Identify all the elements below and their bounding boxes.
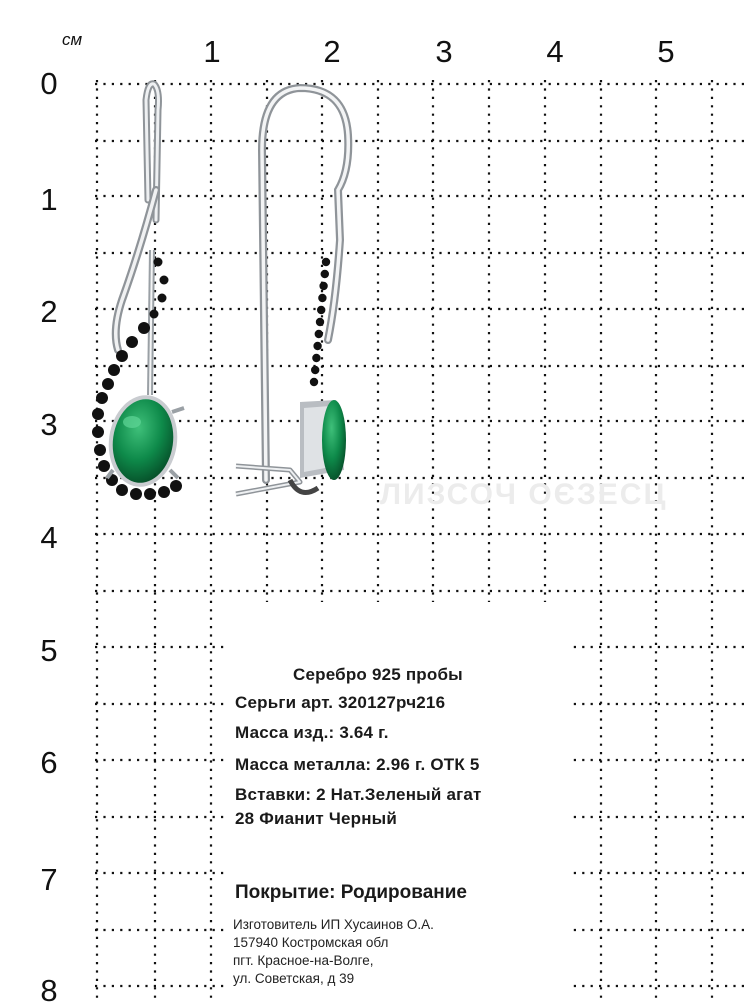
address-line: 157940 Костромская обл [233,935,389,950]
black-cubic-zirconia [313,342,321,350]
watermark: ЛИЗСОЧ ОЄЗЕСЦ [380,478,668,511]
black-cubic-zirconia [158,486,170,498]
black-cubic-zirconia [116,484,128,496]
black-cubic-zirconia [315,330,323,338]
black-cubic-zirconia [311,366,319,374]
black-cubic-zirconia [96,392,108,404]
x-tick-label: 2 [323,34,341,69]
x-tick-label: 1 [203,34,221,69]
black-cubic-zirconia [322,258,330,266]
black-cubic-zirconia [108,364,120,376]
article-text: Серьги арт. 320127рч216 [235,693,446,712]
black-cubic-zirconia [116,350,128,362]
silver-fineness-text: Серебро 925 пробы [293,665,463,684]
black-cubic-zirconia [92,426,104,438]
x-tick-label: 4 [546,34,564,69]
inserts-text-line2: 28 Фианит Черный [235,809,398,828]
black-cubic-zirconia [94,444,106,456]
metal-mass-text: Масса металла: 2.96 г. ОТК 5 [235,755,480,774]
y-tick-label: 5 [40,633,58,668]
black-cubic-zirconia [321,270,329,278]
black-cubic-zirconia [319,282,327,290]
front-earring [92,84,184,500]
y-tick-label: 7 [40,862,58,897]
black-cubic-zirconia [317,306,325,314]
side-earring [236,88,348,494]
x-tick-label: 3 [435,34,453,69]
y-tick-label: 3 [40,407,58,442]
y-tick-label: 2 [40,294,58,329]
black-cubic-zirconia [158,294,167,303]
black-cubic-zirconia [126,336,138,348]
black-cubic-zirconia [154,258,163,267]
black-cubic-zirconia [312,354,320,362]
address-line: ул. Советская, д 39 [233,971,355,986]
black-cubic-zirconia [102,378,114,390]
black-cubic-zirconia [138,322,150,334]
y-tick-label: 1 [40,182,58,217]
black-cubic-zirconia [144,488,156,500]
item-mass-text: Масса изд.: 3.64 г. [235,723,389,742]
black-cubic-zirconia [92,408,104,420]
black-cubic-zirconia [98,460,110,472]
black-cubic-zirconia [310,378,318,386]
y-tick-label: 4 [40,520,58,555]
address-line: пгт. Красное-на-Волге, [233,953,374,968]
product-label-card [225,602,568,1000]
black-cubic-zirconia [318,294,326,302]
y-tick-label: 8 [40,973,58,1008]
inserts-text-line1: Вставки: 2 Нат.Зеленый агат [235,785,482,804]
black-cubic-zirconia [160,276,169,285]
coating-text: Покрытие: Родирование [235,882,467,903]
black-cubic-zirconia [170,480,182,492]
manufacturer-text: Изготовитель ИП Хусаинов О.А. [233,917,434,932]
black-cubic-zirconia [130,488,142,500]
y-tick-label: 6 [40,745,58,780]
y-tick-label: 0 [40,66,58,101]
green-agate-stone-side [322,400,346,480]
x-tick-label: 5 [657,34,675,69]
ruler-unit-label: см [62,30,83,49]
black-cubic-zirconia [316,318,324,326]
black-cubic-zirconia [150,310,159,319]
